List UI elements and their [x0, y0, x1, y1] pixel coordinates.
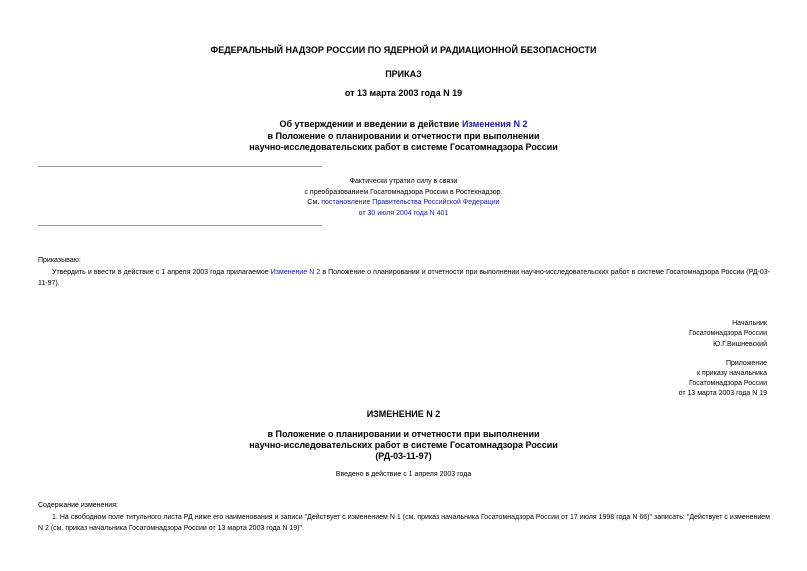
- change2-link[interactable]: Изменения N 2: [461, 119, 528, 129]
- appendix-line1: Приложение: [725, 360, 767, 367]
- order-text-suffix: в Положение о планировании и отчетности при выполнении научно-исследовательских работ в системе Госатомнадзора России (РД-03-11-97).: [38, 269, 771, 287]
- status-note-line2: с преобразованием Госатомнадзора России в Ростехнадзор.: [304, 189, 503, 196]
- signature-position: Начальник: [732, 320, 767, 327]
- change-effective-date: Введено в действие с 1 апреля 2003 года: [335, 471, 472, 478]
- doc-title-line1: [0, 119, 807, 129]
- doc-title-line2: в Положение о планировании и отчетности при выполнении: [267, 131, 540, 141]
- government-decree-link[interactable]: постановление Правительства Российской Федерации: [321, 199, 500, 206]
- appendix-line2: к приказу начальника: [697, 370, 767, 377]
- divider-bottom: [38, 225, 322, 226]
- change-title: ИЗМЕНЕНИЕ N 2: [366, 409, 441, 419]
- status-note-line3: [0, 199, 807, 206]
- agency-title: ФЕДЕРАЛЬНЫЙ НАДЗОР РОССИИ ПО ЯДЕРНОЙ И РАДИАЦИОННОЙ БЕЗОПАСНОСТИ: [210, 45, 597, 55]
- contents-heading: Содержание изменения:: [38, 502, 118, 509]
- status-note-prefix: См.: [307, 199, 322, 206]
- divider-top: [38, 166, 322, 167]
- signature-org: Госатомнадзора России: [689, 330, 767, 337]
- status-note-line4: [0, 210, 807, 217]
- order-intro: Приказываю:: [38, 257, 81, 264]
- doc-title-line3: научно-исследовательских работ в системе Госатомнадзора России: [249, 142, 558, 152]
- change-line3: (РД-03-11-97): [375, 451, 432, 461]
- order-text-prefix: Утвердить и ввести в действие с 1 апреля 2003 года прилагаемое: [52, 269, 271, 276]
- appendix-line3: Госатомнадзора России: [689, 380, 767, 387]
- government-decree-date-link[interactable]: от 30 июля 2004 года N 401: [358, 210, 449, 217]
- doc-title-prefix: Об утверждении и введении в действие: [279, 119, 462, 129]
- order-change2-link[interactable]: Изменение N 2: [270, 269, 321, 276]
- change-line2: научно-исследовательских работ в системе Госатомнадзора России: [249, 440, 558, 450]
- appendix-line4: от 13 марта 2003 года N 19: [678, 390, 767, 397]
- signature-name: Ю.Г.Вишневский: [713, 341, 767, 348]
- order-text: [38, 267, 770, 289]
- change-line1: в Положение о планировании и отчетности при выполнении: [267, 429, 540, 439]
- status-note-line1: Фактически утратил силу в связи: [349, 178, 458, 185]
- contents-item-1: 1. На свободном поле титульного листа РД ниже его наименования и записи "Действует с изменением N 1 (см. приказ начальника Госатомнадзора России от 17 июля 1998 года N 66)" записать: "Действует с изменением N 2 (см. приказ начальника Госатомнадзора России от 13 марта 2003 года N 19)".: [38, 514, 770, 532]
- doc-date-number: от 13 марта 2003 года N 19: [344, 88, 463, 98]
- doc-type: ПРИКАЗ: [385, 69, 422, 79]
